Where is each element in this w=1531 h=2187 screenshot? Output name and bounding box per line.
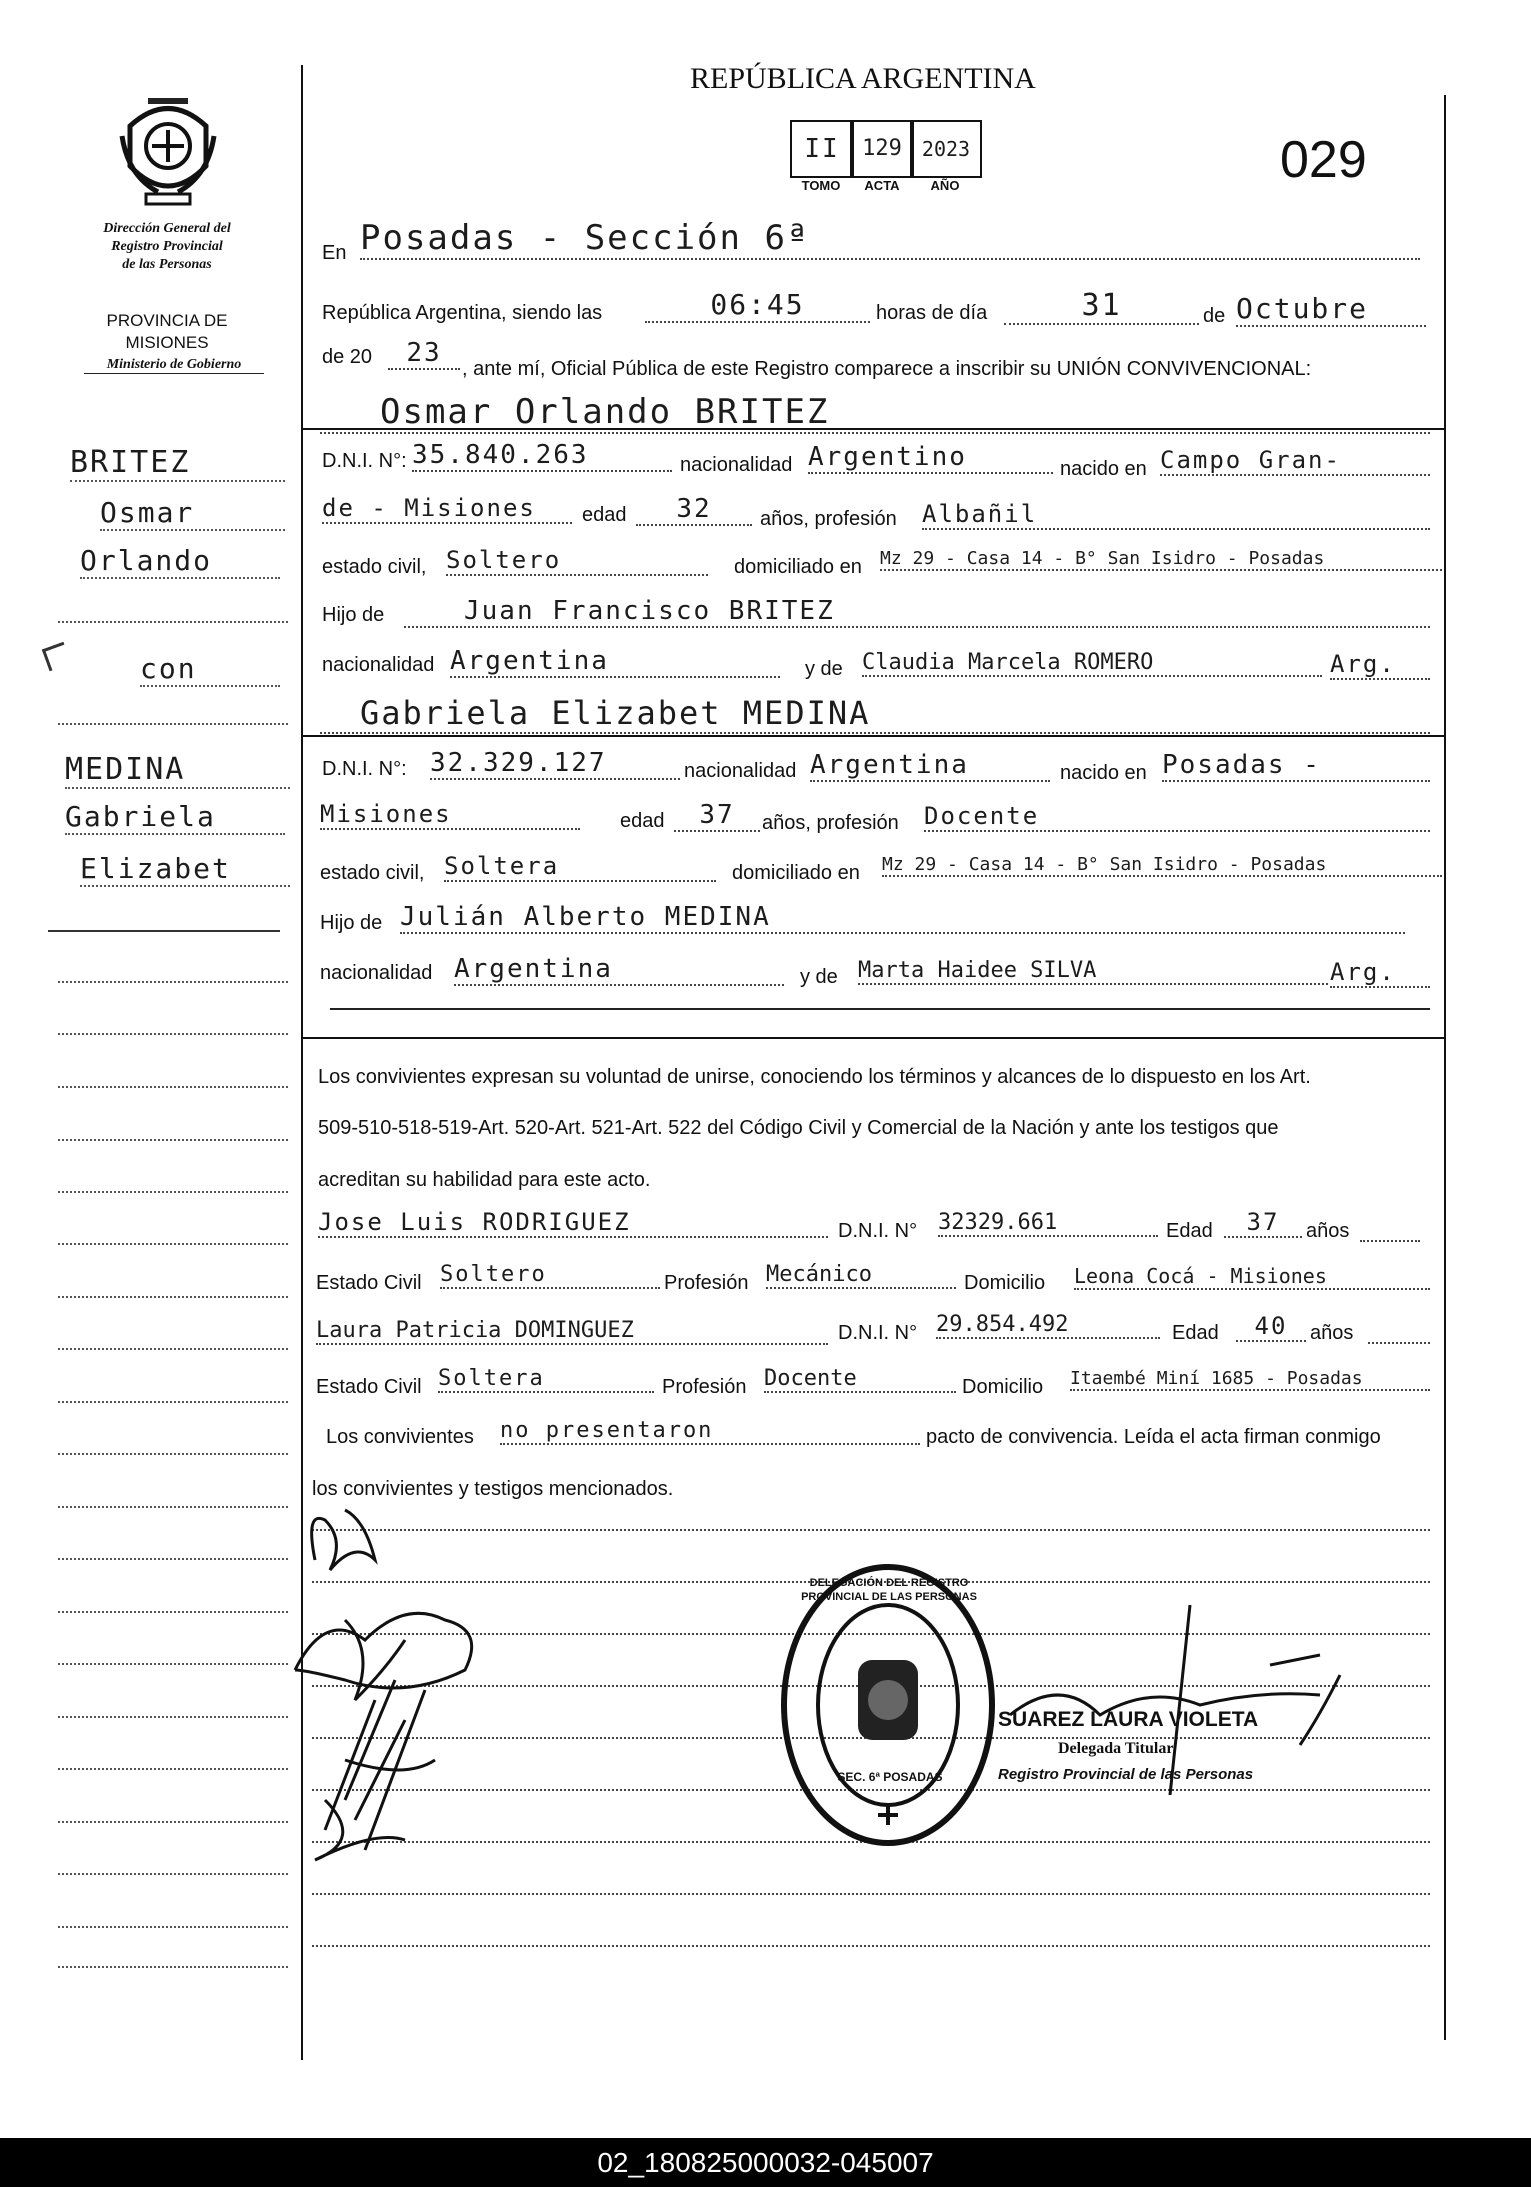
right-frame-line [1444, 95, 1446, 2040]
p1-nac2-label: nacionalidad [322, 654, 435, 676]
p1-padre: Juan Francisco BRITEZ [404, 596, 1430, 628]
sidebar-line [58, 1138, 288, 1141]
province-line-2: MISIONES [125, 333, 209, 352]
p2-nacido-1: Posadas - [1162, 750, 1430, 782]
p2-nacionalidad: Argentina [810, 750, 1050, 782]
sidebar-line [58, 1505, 288, 1508]
tomo-label: TOMO [801, 178, 841, 193]
month-value: Octubre [1236, 292, 1426, 327]
w2-estado-label: Estado Civil [316, 1376, 422, 1398]
sidebar-line [58, 1295, 288, 1298]
sidebar-name-1a: Osmar [100, 496, 285, 531]
p2-padre-nac: Argentina [454, 954, 784, 986]
w1-anos-line [1360, 1222, 1420, 1242]
en-label: En [322, 242, 347, 264]
sidebar-line [58, 620, 288, 623]
sidebar-direccion [72, 220, 262, 274]
p1-nac-label: nacionalidad [680, 454, 793, 476]
republica-text: República Argentina, siendo las [322, 302, 603, 324]
w1-dni-label: D.N.I. N° [838, 1220, 918, 1242]
de-label: de [1203, 305, 1226, 327]
p2-edad-label: edad [620, 810, 665, 832]
p2-anos-prof-label: años, profesión [762, 812, 899, 834]
stamp-inner-text: SEC. 6ª POSADAS [837, 1770, 943, 1784]
w2-dni: 29.854.492 [936, 1312, 1160, 1339]
w2-edad-label: Edad [1172, 1322, 1219, 1344]
p1-dni: 35.840.263 [412, 440, 672, 472]
sidebar-line [58, 980, 288, 983]
p2-nac2-label: nacionalidad [320, 962, 433, 984]
p1-nacionalidad: Argentino [808, 442, 1053, 474]
official-title: Delegada Titular [1058, 1740, 1174, 1757]
sidebar-line [58, 1452, 288, 1455]
w2-profesion-label: Profesión [662, 1376, 747, 1398]
sidebar-surname-1: BRITEZ [70, 445, 285, 482]
closing-line-2: los convivientes y testigos mencionados. [312, 1478, 674, 1500]
sidebar-line [58, 1190, 288, 1193]
sidebar-line [58, 1872, 288, 1875]
person1-fullname: Osmar Orlando BRITEZ [320, 392, 1430, 434]
place-value: Posadas - Sección 6ª [360, 218, 1420, 260]
divider-line-3 [301, 1037, 1446, 1039]
p2-y-de-label: y de [800, 966, 838, 988]
declaration-line-3: acreditan su habilidad para este acto. [318, 1169, 651, 1191]
document-code-bar: 02_180825000032-045007 [0, 2138, 1531, 2187]
w1-estado-label: Estado Civil [316, 1272, 422, 1294]
w1-anos-label: años [1306, 1220, 1350, 1242]
sidebar-solid-line [48, 930, 280, 932]
sidebar-line [58, 1610, 288, 1613]
year-prefix: de 20 [322, 346, 373, 368]
sidebar-line [58, 1347, 288, 1350]
closing-prefix: Los convivientes [326, 1426, 474, 1448]
signature-line [312, 1944, 1430, 1947]
year-suffix-value: 23 [388, 338, 460, 370]
w2-profesion: Docente [764, 1366, 956, 1393]
sidebar-surname-2: MEDINA [65, 752, 290, 789]
sidebar-line [58, 1662, 288, 1665]
p2-nac-label: nacionalidad [684, 760, 797, 782]
sidebar-connector: con [140, 652, 280, 687]
closing-suffix: pacto de convivencia. Leída el acta firman conmigo [926, 1426, 1381, 1448]
w1-edad: 37 [1224, 1208, 1302, 1238]
p1-domicilio-label: domiciliado en [734, 556, 862, 578]
p2-estado-label: estado civil, [320, 862, 425, 884]
p1-hijo-label: Hijo de [322, 604, 385, 626]
province-emblem [118, 96, 218, 208]
official-registry: Registro Provincial de las Personas [998, 1766, 1254, 1783]
p2-hijo-label: Hijo de [320, 912, 383, 934]
p1-madre-nac: Arg. [1330, 650, 1430, 680]
divider-line-2 [301, 735, 1446, 737]
sidebar-mark [42, 642, 71, 671]
closing-value: no presentaron [500, 1418, 920, 1445]
stamp-ring-text: DELEGACIÓN DEL REGISTRO PROVINCIAL DE LAS PERSONAS [801, 1577, 977, 1603]
horas-text: horas de día [876, 302, 988, 324]
person2-fullname: Gabriela Elizabet MEDINA [320, 694, 1430, 734]
ante-text: , ante mí, Oficial Pública de este Registro comparece a inscribir su UNIÓN CONVIVENCIONAL: [462, 358, 1312, 380]
p1-estado-label: estado civil, [322, 556, 427, 578]
w2-domicilio-label: Domicilio [962, 1376, 1044, 1398]
p2-domicilio: Mz 29 - Casa 14 - B° San Isidro - Posadas [882, 854, 1442, 877]
record-number: 029 [1280, 131, 1367, 189]
signatures-scribble [285, 1500, 505, 1880]
sidebar-line [58, 1400, 288, 1403]
sidebar-line [58, 1557, 288, 1560]
w2-dni-label: D.N.I. N° [838, 1322, 918, 1344]
w1-edad-label: Edad [1166, 1220, 1213, 1242]
sidebar-line [58, 1925, 288, 1928]
p1-domicilio: Mz 29 - Casa 14 - B° San Isidro - Posadas [880, 548, 1442, 571]
province-line-1: PROVINCIA DE [106, 311, 228, 330]
sidebar-line [58, 1242, 288, 1245]
time-value: 06:45 [645, 288, 870, 323]
tomo-acta-box [790, 120, 980, 202]
p1-profesion: Albañil [922, 500, 1430, 530]
w2-edad: 40 [1236, 1312, 1306, 1342]
sidebar-line [58, 722, 288, 725]
w2-estado: Soltera [438, 1366, 654, 1393]
p1-y-de-label: y de [805, 658, 843, 680]
p2-madre-nac: Arg. [1330, 958, 1430, 988]
p2-padre: Julián Alberto MEDINA [400, 902, 1405, 934]
official-signature [1000, 1595, 1350, 1795]
declaration-line-1: Los convivientes expresan su voluntad de unirse, conociendo los términos y alcances de lo dispuesto en los Art. [318, 1066, 1311, 1088]
direccion-line-2: Registro Provincial [111, 239, 223, 254]
country-title: REPÚBLICA ARGENTINA [690, 62, 1036, 95]
sidebar-name-2a: Gabriela [65, 800, 285, 835]
sidebar-province [72, 310, 262, 354]
signature-line [312, 1892, 1430, 1895]
p2-nacido-label: nacido en [1060, 762, 1147, 784]
p1-anos-prof-label: años, profesión [760, 508, 897, 530]
p2-dni: 32.329.127 [430, 748, 680, 780]
w1-domicilio: Leona Cocá - Misiones [1074, 1264, 1430, 1290]
anio-label: AÑO [930, 178, 960, 193]
p1-edad-label: edad [582, 504, 627, 526]
p1-nacido-1: Campo Gran- [1160, 446, 1430, 476]
w2-name: Laura Patricia DOMINGUEZ [316, 1318, 828, 1345]
p2-profesion: Docente [924, 802, 1430, 832]
w2-anos-line [1368, 1324, 1430, 1344]
w2-domicilio: Itaembé Miní 1685 - Posadas [1070, 1368, 1430, 1391]
w1-profesion: Mecánico [766, 1262, 956, 1289]
sidebar-line [58, 1767, 288, 1770]
w1-name: Jose Luis RODRIGUEZ [318, 1208, 828, 1238]
p1-edad: 32 [636, 494, 752, 526]
p1-nacido-label: nacido en [1060, 458, 1147, 480]
acta-label: ACTA [864, 178, 900, 193]
p2-underline [330, 1008, 1430, 1010]
tomo-value: II [790, 120, 854, 178]
w1-domicilio-label: Domicilio [964, 1272, 1046, 1294]
official-name: SUAREZ LAURA VIOLETA [998, 1708, 1259, 1731]
p2-dni-label: D.N.I. N°: [322, 758, 407, 780]
sidebar-name-2b: Elizabet [80, 852, 290, 887]
sidebar-line [58, 1085, 288, 1088]
p2-estado: Soltera [444, 852, 716, 882]
declaration-line-2: 509-510-518-519-Art. 520-Art. 521-Art. 522 del Código Civil y Comercial de la Nación y ante los testigos que [318, 1117, 1279, 1139]
direccion-line-3: de las Personas [122, 257, 212, 272]
p1-dni-label: D.N.I. N°: [322, 450, 407, 472]
anio-value: 2023 [910, 120, 982, 178]
sidebar-name-1b: Orlando [80, 544, 280, 579]
sidebar-line [58, 1820, 288, 1823]
sidebar-ministry: Ministerio de Gobierno [84, 357, 264, 374]
sidebar-line [58, 1032, 288, 1035]
p1-nacido-2: de - Misiones [322, 494, 572, 524]
p1-padre-nac: Argentina [450, 646, 780, 678]
p2-madre: Marta Haidee SILVA [858, 958, 1328, 985]
w2-anos-label: años [1310, 1322, 1354, 1344]
w1-dni: 32329.661 [938, 1210, 1158, 1237]
p2-nacido-2: Misiones [320, 800, 580, 830]
sidebar-line [58, 1715, 288, 1718]
p1-estado: Soltero [446, 546, 708, 576]
day-value: 31 [1004, 288, 1199, 325]
sidebar-line [58, 1965, 288, 1968]
w1-estado: Soltero [440, 1262, 660, 1289]
p2-domicilio-label: domiciliado en [732, 862, 860, 884]
p2-edad: 37 [674, 800, 760, 832]
p1-madre: Claudia Marcela ROMERO [862, 650, 1322, 677]
w1-profesion-label: Profesión [664, 1272, 749, 1294]
direccion-line-1: Dirección General del [103, 221, 231, 236]
acta-value: 129 [850, 120, 914, 178]
